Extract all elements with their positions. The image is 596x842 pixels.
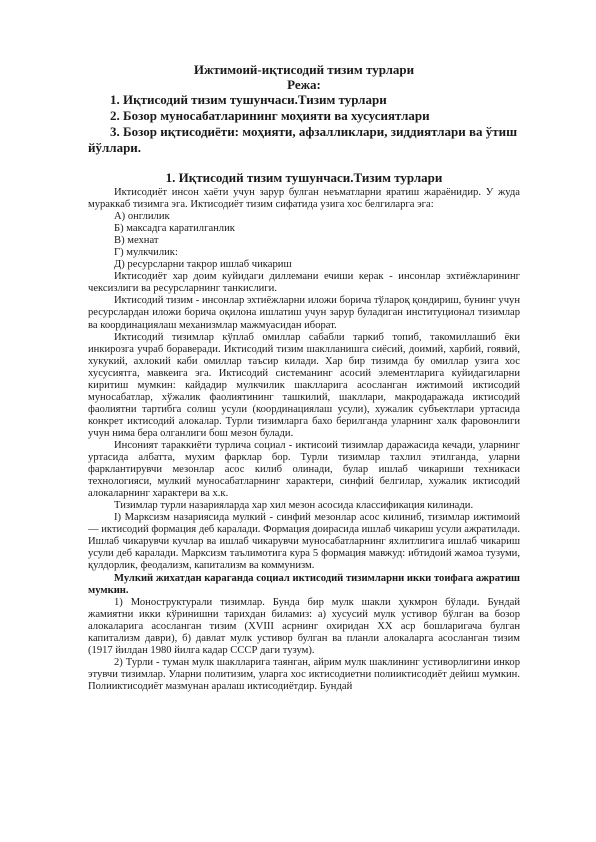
body-text: [88, 187, 520, 693]
paragraph: I) Марксизм назариясида мулкий - синфий мезонлар асос килиниб, тизимлар ижтимоий — иктисодий формация деб каралади. Формация доирасида ишлаб чикариш усули ажратилади. Ишлаб чикарувчи кучлар ва ишлаб чикарувчи муносабатларнинг яхлитлигига ишлаб чикариш усули деб каралади. Марксизм таълимотига кура 5 формация мавжуд: ибтидоий жамоа тузуми, қулдорлик, феодализм, капитализм ва коммунизм.: [88, 512, 520, 572]
list-item: Г) мулкчилик:: [114, 247, 178, 259]
paragraph: Инсоният тараккиёти турлича социал - иктисоий тизимлар даражасида кечади, уларнинг уртасида албатта, мухим фарклар бор. Турли тизимлар тахлил этилганда, уларни фарклантирувчи мезонлар асос килиб олинади, булар ишлаб чикариши техникаси технологияси, мулкий муносабатларнинг характери, синфий белгилар, хужалик иктисодий алокаларнинг характери ва х.к.: [88, 439, 520, 500]
plan-item: 2. Бозор муносабатларининг моҳияти ва хусусиятлари: [110, 108, 430, 123]
paragraph: Иктисодий тизим - инсонлар эхтиёжларни иложи борича тўлароқ қондириш, бунинг учун ресурслардан иложи борича оқилона ишлатиш учун зарур буладиган институционал тизимлар ва координациялаш механизмлар мажмуасидан иборат.: [88, 295, 520, 331]
paragraph: Иктисодиёт инсон хаёти учун зарур булган неъматларни яратиш жараёнидир. У жуда мураккаб тизимга эга. Иктисодиёт тизим сифатида узига хос белгиларга эга:: [88, 187, 520, 211]
document-title: Ижтимоий-иқтисодий тизим турлари: [193, 62, 415, 77]
paragraph: 1) Моноструктурали тизимлар. Бунда бир мулк шакли ҳукмрон бўлади. Бундай жамиятни икки кўринишни тарихдан биламиз: а) хусусий мулк устивор бўлган ва бозор алокаларига асосланган тизим (XVIII асрнинг охиридан XX аср бошларигача булган капитализм даври), б) давлат мулк устивор булган ва планли алокаларга асосланган тизим (1917 йилдан 1980 йилга кадар СССР даги тузум).: [88, 596, 520, 656]
plan-label: Режа:: [287, 77, 321, 92]
plan-item: 1. Иқтисодий тизим тушунчаси.Тизим турлари: [110, 92, 387, 107]
paragraph: Тизимлар турли назарияларда хар хил мезон асосида классификация килинади.: [114, 500, 474, 512]
paragraph: Иктисодиёт хар доим куйидаги диллемани ечиши керак - инсонлар эхтиёжларининг чексизлиги ва ресурсларнинг танкислиги.: [88, 271, 520, 295]
section-heading: 1. Иқтисодий тизим тушунчаси.Тизим турлари: [165, 170, 443, 185]
paragraph: Иктисодий тизимлар кўплаб омиллар сабабли таркиб топиб, такомиллашиб ёки инкирозга учраб бораверади. Иктисодий тизим шаклланишга сиёсий, доимий, харбий, гоявий, хукукий, ахлокий каби омиллар таъсир килади. Хар бир тизимда бу омиллар узига хос хусусиятга, мавкеига эга. Иктисодий системанинг асосий элементларига куйидагиларни киритиш мумкин: кайдадир мулкчилик шаклларига асосланган ижтимоий иктисодий муносабатлар, хўжалик фаолиятининг ташкилий, шакллари, макродаражада иктисодий фаолиятни тартибга солиш усули (координациялаш усули), хужалик субъектлари уртасида конкрет иктисодий алокалар. Турли тизимларга бахо берилганда уларнинг халк фаровонлиги учун нима бера олганлиги бош мезон булади.: [88, 331, 520, 439]
list-item: Б) максадга каратилганлик: [114, 223, 235, 235]
bold-paragraph: Мулкий жихатдан караганда социал иктисодий тизимларни икки тоифага ажратиш мумкин.: [88, 572, 520, 596]
list-item: В) мехнат: [114, 235, 159, 247]
list-item: А) онглилик: [114, 211, 170, 223]
paragraph: 2) Турли - туман мулк шаклларига таянган, айрим мулк шаклининг устиворлигини инкор этувчи тизимлар. Уларни политизим, уларга хос иктисодиетни полииктисодиёт дейиш мумкин. Полииктисодиёт мазмунан аралаш иктисодиётдир. Бундай: [88, 656, 520, 692]
list-item: Д) ресурсларни такрор ишлаб чикариш: [114, 259, 292, 271]
document-content: [88, 62, 520, 693]
plan-item: 3. Бозор иқтисодиёти: моҳияти, афзалликлари, зиддиятлари ва ўтиш йўллари.: [88, 124, 518, 155]
